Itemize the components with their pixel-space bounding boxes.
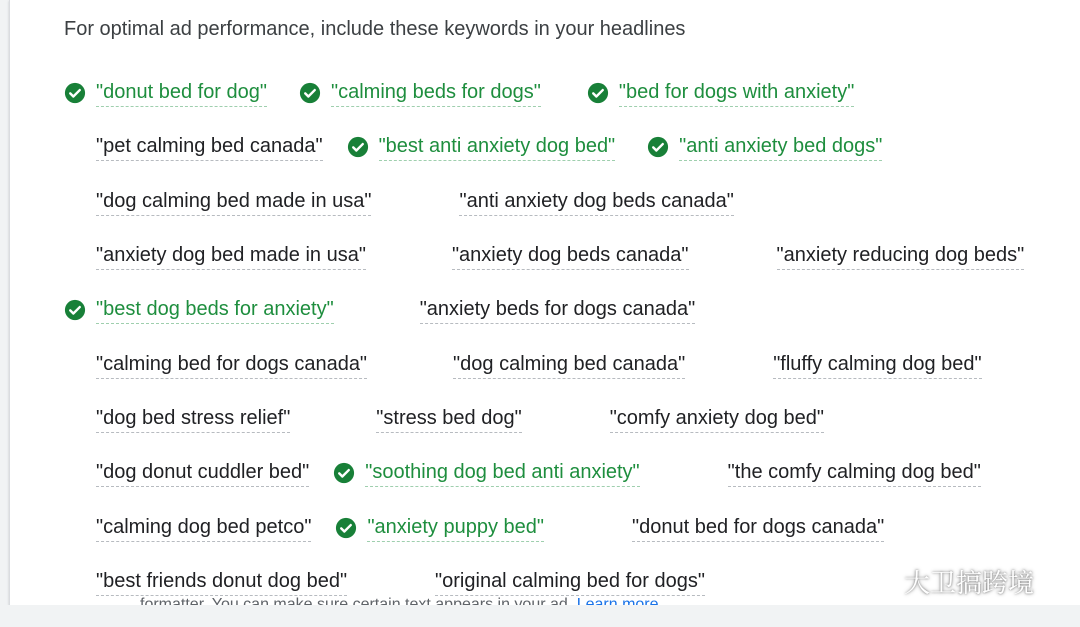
check-circle-icon [299,82,321,104]
check-circle-icon [587,82,609,104]
keyword-text: "soothing dog bed anti anxiety" [365,459,639,487]
keyword-chip-included[interactable] [64,296,334,324]
keyword-chip[interactable] [741,351,981,379]
keyword-text: "best friends donut dog bed" [96,568,347,596]
keyword-text: "anxiety reducing dog beds" [777,242,1025,270]
keyword-text: "the comfy calming dog bed" [728,459,981,487]
check-circle-icon [333,462,355,484]
check-circle-icon [335,517,357,539]
keyword-text: "best anti anxiety dog bed" [379,133,616,161]
keyword-chip[interactable] [403,568,705,596]
keyword-chip[interactable] [64,459,309,487]
keyword-text: "best dog beds for anxiety" [96,296,334,324]
keyword-text: "dog donut cuddler bed" [96,459,309,487]
check-circle-icon [347,136,369,158]
keyword-text: "anti anxiety bed dogs" [679,133,882,161]
keyword-list [64,66,1052,605]
keyword-chip[interactable] [64,568,347,596]
keyword-text: "dog bed stress relief" [96,405,290,433]
keyword-text: "dog calming bed made in usa" [96,188,371,216]
keyword-chip[interactable] [421,351,685,379]
keyword-row [64,175,1052,229]
keyword-chip[interactable] [420,242,689,270]
keyword-text: "donut bed for dogs canada" [632,514,884,542]
keyword-chip[interactable] [344,405,521,433]
watermark [862,563,1034,600]
keyword-text: "calming bed for dogs canada" [96,351,367,379]
keyword-text: "anxiety dog beds canada" [452,242,689,270]
keyword-chip[interactable] [64,405,290,433]
keyword-text: "pet calming bed canada" [96,133,323,161]
keyword-chip-included[interactable] [335,514,544,542]
keyword-chip[interactable] [64,242,366,270]
keyword-chip-included[interactable] [64,79,267,107]
keyword-row [64,283,1052,337]
keyword-text: "stress bed dog" [376,405,521,433]
keyword-row [64,392,1052,446]
keyword-chip-included[interactable] [647,133,882,161]
keyword-text: "donut bed for dog" [96,79,267,107]
keyword-chip[interactable] [696,459,981,487]
keyword-chip[interactable] [427,188,733,216]
keyword-chip[interactable] [64,351,367,379]
keyword-chip-included[interactable] [587,79,854,107]
check-circle-icon [64,299,86,321]
keyword-suggestions-panel [9,0,1080,605]
keyword-text: "comfy anxiety dog bed" [610,405,824,433]
keyword-text: "anxiety dog bed made in usa" [96,242,366,270]
keyword-row [64,120,1052,174]
keyword-chip[interactable] [64,514,311,542]
keyword-text: "calming beds for dogs" [331,79,541,107]
keyword-text: "original calming bed for dogs" [435,568,705,596]
keyword-text: "bed for dogs with anxiety" [619,79,854,107]
watermark-text: 大卫搞跨境 [904,568,1035,598]
keyword-text: "fluffy calming dog bed" [773,351,981,379]
wechat-icon [862,568,896,596]
keyword-text: "calming dog bed petco" [96,514,311,542]
check-circle-icon [647,136,669,158]
keyword-chip[interactable] [64,188,371,216]
keyword-row [64,229,1052,283]
keyword-row [64,500,1052,554]
keyword-chip[interactable] [578,405,824,433]
keyword-text: "dog calming bed canada" [453,351,685,379]
keyword-text: "anxiety puppy bed" [367,514,544,542]
keyword-chip[interactable] [64,133,323,161]
keyword-chip-included[interactable] [299,79,541,107]
keyword-text: "anti anxiety dog beds canada" [459,188,733,216]
keyword-chip[interactable] [745,242,1025,270]
keyword-chip[interactable] [388,296,696,324]
keyword-row [64,337,1052,391]
panel-intro: For optimal ad performance, include these keywords in your headlines [64,18,686,40]
check-circle-icon [64,82,86,104]
keyword-row [64,66,1052,120]
keyword-text: "anxiety beds for dogs canada" [420,296,696,324]
keyword-chip[interactable] [600,514,884,542]
keyword-chip-included[interactable] [347,133,616,161]
page-background-strip [0,605,1080,627]
keyword-row [64,446,1052,500]
keyword-chip-included[interactable] [333,459,639,487]
